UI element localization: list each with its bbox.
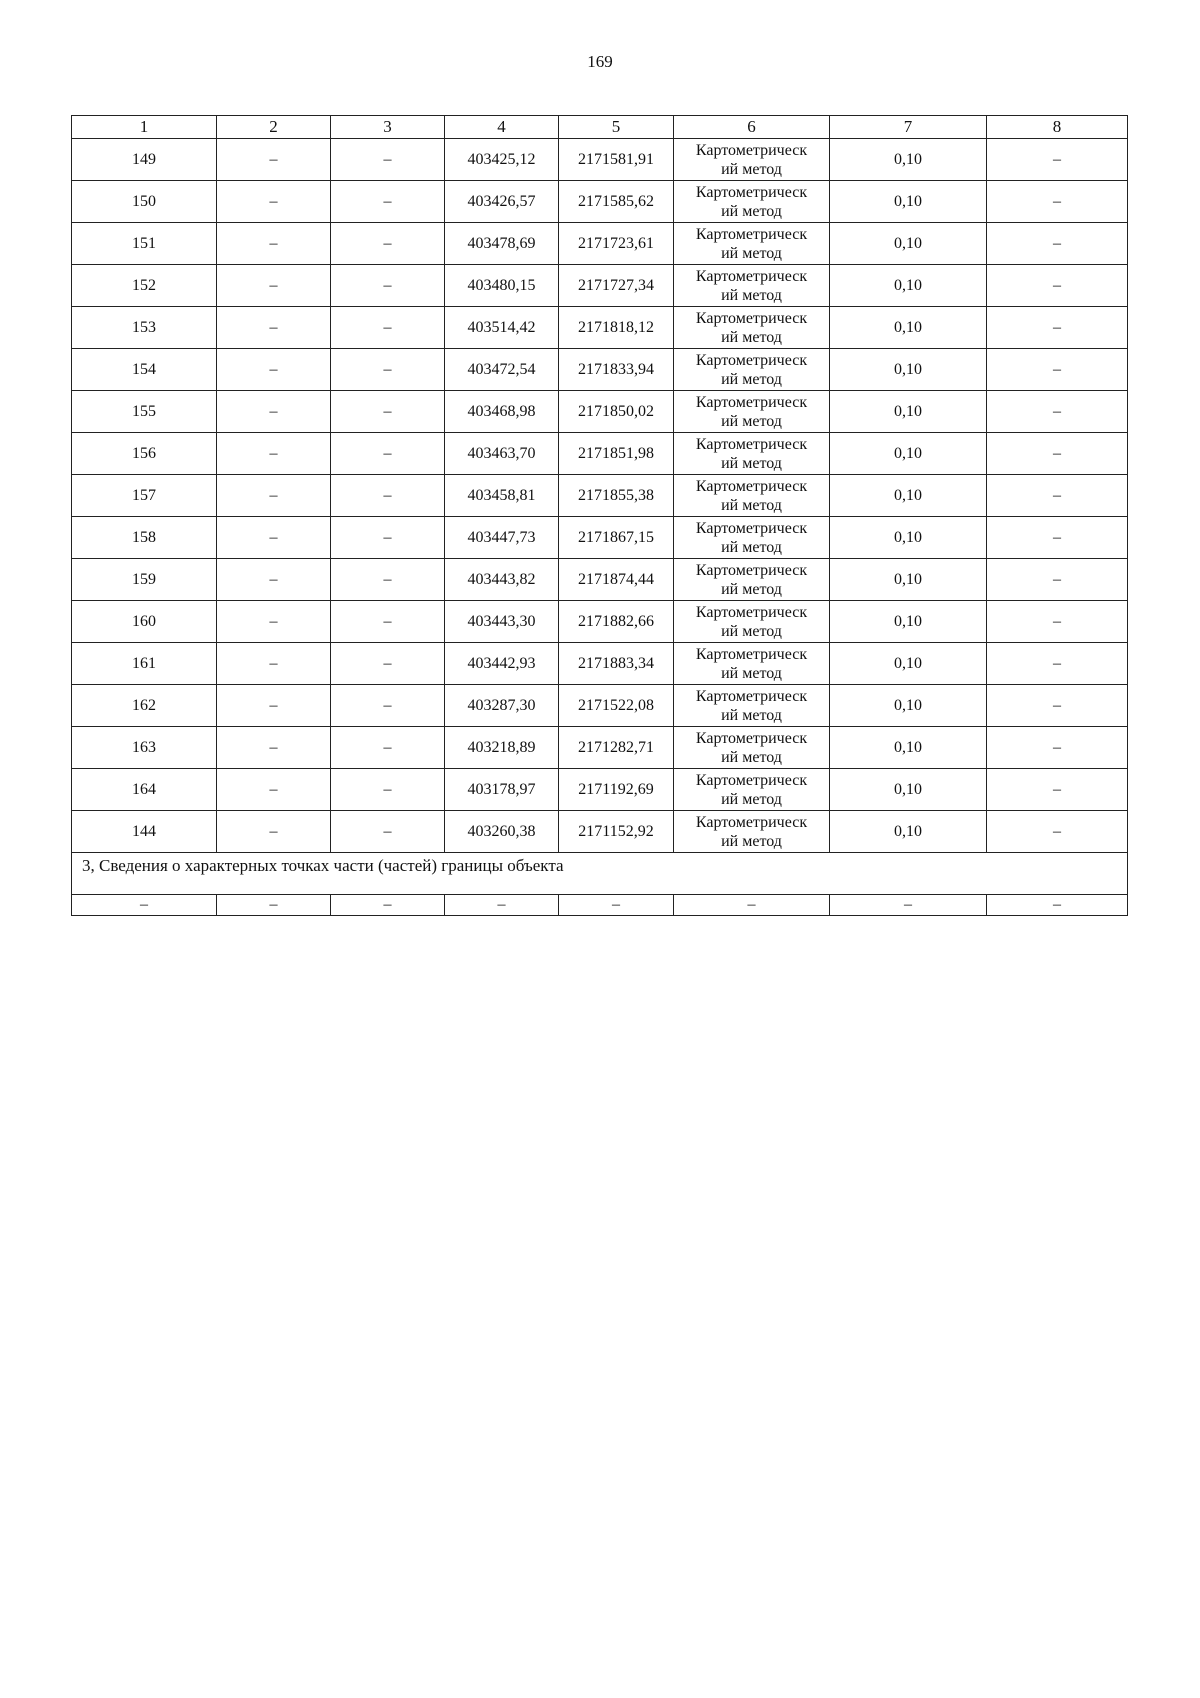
section-row: [72, 853, 1128, 895]
cell-c4: 403178,97: [445, 769, 559, 811]
cell-c4: 403472,54: [445, 349, 559, 391]
table-row: [72, 811, 1128, 853]
cell-method: [674, 391, 830, 433]
cell-c5: 2171882,66: [559, 601, 674, 643]
cell-c7: 0,10: [830, 265, 987, 307]
cell-c2: –: [217, 307, 331, 349]
method-text-line: ий метод: [721, 286, 782, 304]
cell-method: [674, 139, 830, 181]
cell-method: [674, 265, 830, 307]
cell-c3: –: [331, 265, 445, 307]
cell-c4: 403447,73: [445, 517, 559, 559]
method-text-line: ий метод: [721, 790, 782, 808]
cell-c1: 156: [72, 433, 217, 475]
method-text-line: ий метод: [721, 412, 782, 430]
cell-c8: –: [987, 559, 1128, 601]
cell-c4: 403442,93: [445, 643, 559, 685]
cell-c4: 403514,42: [445, 307, 559, 349]
cell-c5: 2171874,44: [559, 559, 674, 601]
cell-c3: –: [331, 223, 445, 265]
table-row: [72, 433, 1128, 475]
method-text-line: ий метод: [721, 706, 782, 724]
cell-c4: 403463,70: [445, 433, 559, 475]
table-row: [72, 475, 1128, 517]
cell-c1: 158: [72, 517, 217, 559]
cell-c2: –: [217, 685, 331, 727]
cell-c5: 2171833,94: [559, 349, 674, 391]
cell-c3: –: [331, 433, 445, 475]
table-row-empty: [72, 895, 1128, 916]
cell-c3: –: [331, 307, 445, 349]
cell-c7: 0,10: [830, 433, 987, 475]
cell-empty: –: [217, 895, 331, 916]
table-row: [72, 685, 1128, 727]
table-row: [72, 769, 1128, 811]
cell-c2: –: [217, 391, 331, 433]
cell-c1: 152: [72, 265, 217, 307]
cell-c5: 2171855,38: [559, 475, 674, 517]
cell-empty: –: [445, 895, 559, 916]
cell-c5: 2171818,12: [559, 307, 674, 349]
method-text-line: Картометрическ: [695, 435, 808, 453]
cell-c7: 0,10: [830, 601, 987, 643]
cell-empty: –: [72, 895, 217, 916]
cell-c2: –: [217, 349, 331, 391]
cell-c1: 157: [72, 475, 217, 517]
method-text-line: Картометрическ: [695, 351, 808, 369]
cell-c4: 403218,89: [445, 727, 559, 769]
method-text-line: ий метод: [721, 496, 782, 514]
cell-method: [674, 307, 830, 349]
cell-c3: –: [331, 391, 445, 433]
cell-method: [674, 643, 830, 685]
cell-c4: 403480,15: [445, 265, 559, 307]
cell-c7: 0,10: [830, 223, 987, 265]
cell-c8: –: [987, 475, 1128, 517]
cell-c3: –: [331, 727, 445, 769]
cell-c5: 2171723,61: [559, 223, 674, 265]
method-text-line: ий метод: [721, 538, 782, 556]
method-text-line: Картометрическ: [695, 813, 808, 831]
method-text-line: Картометрическ: [695, 645, 808, 663]
cell-c2: –: [217, 559, 331, 601]
method-text-line: Картометрическ: [695, 603, 808, 621]
table-row: [72, 517, 1128, 559]
cell-c7: 0,10: [830, 517, 987, 559]
cell-c4: 403287,30: [445, 685, 559, 727]
cell-c1: 160: [72, 601, 217, 643]
method-text-line: ий метод: [721, 160, 782, 178]
table-row: [72, 727, 1128, 769]
table-body: [72, 116, 1128, 916]
cell-c3: –: [331, 349, 445, 391]
cell-c1: 159: [72, 559, 217, 601]
method-text-line: Картометрическ: [695, 771, 808, 789]
cell-c8: –: [987, 601, 1128, 643]
column-number-1: 1: [72, 116, 217, 139]
cell-method: [674, 811, 830, 853]
cell-c1: 150: [72, 181, 217, 223]
cell-c5: 2171282,71: [559, 727, 674, 769]
cell-c8: –: [987, 769, 1128, 811]
cell-c3: –: [331, 181, 445, 223]
cell-c4: 403443,30: [445, 601, 559, 643]
method-text-line: ий метод: [721, 328, 782, 346]
cell-c8: –: [987, 139, 1128, 181]
cell-method: [674, 475, 830, 517]
cell-c4: 403458,81: [445, 475, 559, 517]
cell-empty: –: [674, 895, 830, 916]
method-text-line: Картометрическ: [695, 687, 808, 705]
cell-c7: 0,10: [830, 181, 987, 223]
cell-c1: 151: [72, 223, 217, 265]
cell-c8: –: [987, 685, 1128, 727]
cell-c4: 403443,82: [445, 559, 559, 601]
cell-c3: –: [331, 769, 445, 811]
column-number-2: 2: [217, 116, 331, 139]
cell-c7: 0,10: [830, 643, 987, 685]
cell-empty: –: [987, 895, 1128, 916]
cell-empty: –: [830, 895, 987, 916]
cell-c8: –: [987, 265, 1128, 307]
cell-c8: –: [987, 391, 1128, 433]
cell-method: [674, 517, 830, 559]
method-text-line: ий метод: [721, 244, 782, 262]
cell-c2: –: [217, 601, 331, 643]
cell-c2: –: [217, 265, 331, 307]
cell-c5: 2171581,91: [559, 139, 674, 181]
cell-method: [674, 349, 830, 391]
cell-empty: –: [331, 895, 445, 916]
cell-c2: –: [217, 475, 331, 517]
cell-method: [674, 559, 830, 601]
cell-c2: –: [217, 769, 331, 811]
cell-c7: 0,10: [830, 559, 987, 601]
cell-c3: –: [331, 685, 445, 727]
cell-c8: –: [987, 349, 1128, 391]
cell-c4: 403468,98: [445, 391, 559, 433]
cell-c2: –: [217, 517, 331, 559]
method-text-line: Картометрическ: [695, 477, 808, 495]
cell-c5: 2171727,34: [559, 265, 674, 307]
cell-c7: 0,10: [830, 349, 987, 391]
method-text-line: ий метод: [721, 664, 782, 682]
column-number-7: 7: [830, 116, 987, 139]
cell-c8: –: [987, 727, 1128, 769]
cell-method: [674, 727, 830, 769]
cell-method: [674, 601, 830, 643]
method-text-line: Картометрическ: [695, 225, 808, 243]
column-number-8: 8: [987, 116, 1128, 139]
cell-c1: 161: [72, 643, 217, 685]
cell-c3: –: [331, 139, 445, 181]
table-row: [72, 307, 1128, 349]
cell-c3: –: [331, 517, 445, 559]
method-text-line: ий метод: [721, 580, 782, 598]
cell-c2: –: [217, 139, 331, 181]
cell-c3: –: [331, 643, 445, 685]
cell-c1: 164: [72, 769, 217, 811]
cell-c7: 0,10: [830, 685, 987, 727]
cell-c1: 155: [72, 391, 217, 433]
method-text-line: ий метод: [721, 454, 782, 472]
cell-c3: –: [331, 559, 445, 601]
cell-method: [674, 685, 830, 727]
method-text-line: ий метод: [721, 202, 782, 220]
cell-empty: –: [559, 895, 674, 916]
cell-c1: 154: [72, 349, 217, 391]
cell-c8: –: [987, 307, 1128, 349]
cell-c1: 149: [72, 139, 217, 181]
table-row: [72, 265, 1128, 307]
cell-c8: –: [987, 433, 1128, 475]
method-text-line: Картометрическ: [695, 729, 808, 747]
cell-c4: 403478,69: [445, 223, 559, 265]
cell-c7: 0,10: [830, 391, 987, 433]
cell-c8: –: [987, 811, 1128, 853]
method-text-line: ий метод: [721, 622, 782, 640]
cell-c2: –: [217, 727, 331, 769]
page-number: 169: [587, 52, 613, 71]
method-text-line: ий метод: [721, 748, 782, 766]
cell-method: [674, 223, 830, 265]
cell-c2: –: [217, 811, 331, 853]
cell-c2: –: [217, 643, 331, 685]
cell-c3: –: [331, 811, 445, 853]
method-text-line: Картометрическ: [695, 183, 808, 201]
cell-c4: 403260,38: [445, 811, 559, 853]
cell-c3: –: [331, 475, 445, 517]
table-row: [72, 349, 1128, 391]
method-text-line: Картометрическ: [695, 393, 808, 411]
method-text-line: Картометрическ: [695, 267, 808, 285]
table-row: [72, 601, 1128, 643]
table-row: [72, 643, 1128, 685]
column-number-3: 3: [331, 116, 445, 139]
cell-method: [674, 769, 830, 811]
cell-c7: 0,10: [830, 727, 987, 769]
column-number-6: 6: [674, 116, 830, 139]
cell-c4: 403425,12: [445, 139, 559, 181]
cell-c7: 0,10: [830, 307, 987, 349]
boundary-points-table: [71, 115, 1128, 916]
cell-c5: 2171522,08: [559, 685, 674, 727]
cell-c5: 2171192,69: [559, 769, 674, 811]
cell-c5: 2171850,02: [559, 391, 674, 433]
cell-method: [674, 433, 830, 475]
method-text-line: Картометрическ: [695, 141, 808, 159]
cell-c7: 0,10: [830, 475, 987, 517]
cell-c5: 2171152,92: [559, 811, 674, 853]
table-row: [72, 223, 1128, 265]
cell-c1: 153: [72, 307, 217, 349]
table-row: [72, 559, 1128, 601]
column-number-4: 4: [445, 116, 559, 139]
method-text-line: Картометрическ: [695, 561, 808, 579]
cell-c8: –: [987, 223, 1128, 265]
method-text-line: Картометрическ: [695, 309, 808, 327]
table-row: [72, 181, 1128, 223]
method-text-line: ий метод: [721, 370, 782, 388]
cell-c5: 2171585,62: [559, 181, 674, 223]
section-title: 3, Сведения о характерных точках части (частей) границы объекта: [72, 853, 1128, 895]
cell-c4: 403426,57: [445, 181, 559, 223]
column-number-row: [72, 116, 1128, 139]
table-row: [72, 391, 1128, 433]
cell-method: [674, 181, 830, 223]
method-text-line: ий метод: [721, 832, 782, 850]
cell-c7: 0,10: [830, 811, 987, 853]
cell-c7: 0,10: [830, 769, 987, 811]
cell-c2: –: [217, 181, 331, 223]
column-number-5: 5: [559, 116, 674, 139]
cell-c7: 0,10: [830, 139, 987, 181]
cell-c1: 144: [72, 811, 217, 853]
cell-c1: 162: [72, 685, 217, 727]
cell-c8: –: [987, 643, 1128, 685]
cell-c5: 2171851,98: [559, 433, 674, 475]
cell-c2: –: [217, 223, 331, 265]
cell-c2: –: [217, 433, 331, 475]
cell-c5: 2171883,34: [559, 643, 674, 685]
cell-c5: 2171867,15: [559, 517, 674, 559]
cell-c8: –: [987, 517, 1128, 559]
table-row: [72, 139, 1128, 181]
cell-c3: –: [331, 601, 445, 643]
cell-c1: 163: [72, 727, 217, 769]
method-text-line: Картометрическ: [695, 519, 808, 537]
cell-c8: –: [987, 181, 1128, 223]
